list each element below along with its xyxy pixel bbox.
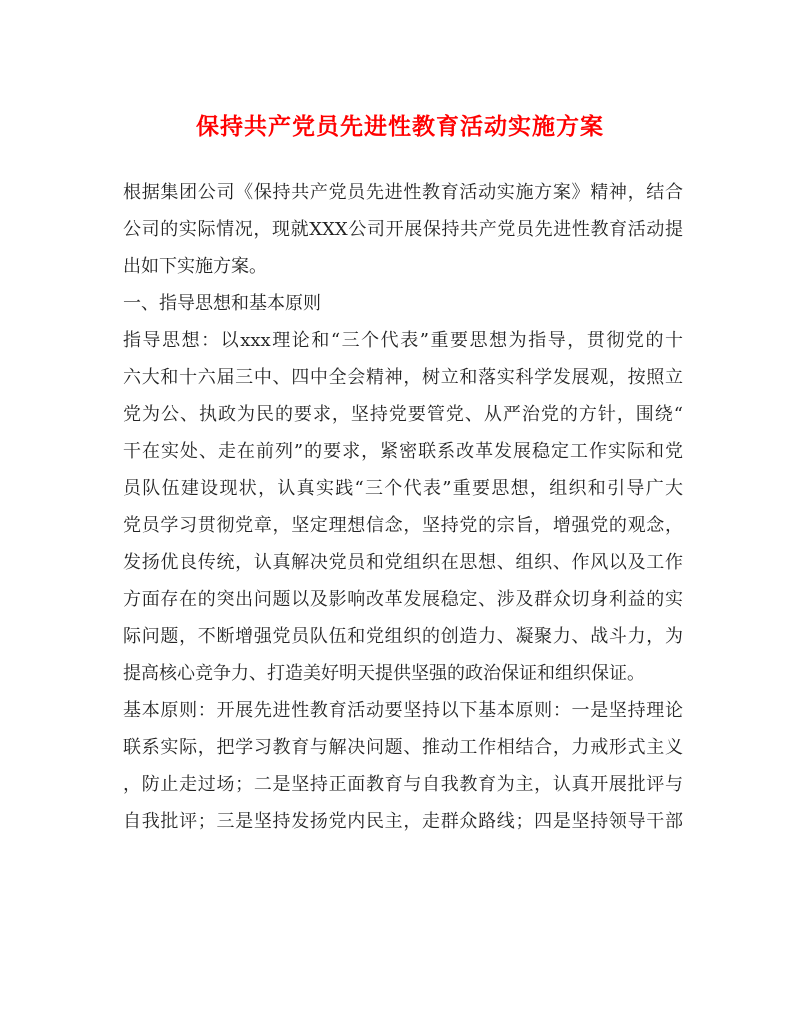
body-line: 联系实际，把学习教育与解决问题、推动工作相结合，力戒形式主义 [123,737,683,758]
body-line: ，防止走过场；二是坚持正面教育与自我教育为主，认真开展批评与 [123,774,683,795]
body-line: 提高核心竞争力、打造美好明天提供坚强的政治保证和组织保证。 [123,663,645,684]
body-line: 发扬优良传统，认真解决党员和党组织在思想、组织、作风以及工作 [123,552,683,573]
body-line: 员队伍建设现状，认真实践“三个代表”重要思想，组织和引导广大 [123,478,683,499]
document-title: 保持共产党员先进性教育活动实施方案 [196,113,604,140]
body-line: 根据集团公司《保持共产党员先进性教育活动实施方案》精神，结合 [123,182,683,203]
body-line: 公司的实际情况，现就XXX公司开展保持共产党员先进性教育活动提 [123,219,683,240]
body-line: 党为公、执政为民的要求，坚持党要管党、从严治党的方针，围绕“ [123,404,683,425]
body-line: 六大和十六届三中、四中全会精神，树立和落实科学发展观，按照立 [123,367,683,388]
body-line: 基本原则：开展先进性教育活动要坚持以下基本原则：一是坚持理论 [123,700,683,721]
document-body [123,174,683,840]
body-line: 际问题，不断增强党员队伍和党组织的创造力、凝聚力、战斗力，为 [123,626,683,647]
body-line: 一、指导思想和基本原则 [123,293,321,314]
body-line: 党员学习贯彻党章，坚定理想信念，坚持党的宗旨，增强党的观念， [123,515,683,536]
body-line: 指导思想：以xxx理论和“三个代表”重要思想为指导，贯彻党的十 [123,330,683,351]
body-line: 方面存在的突出问题以及影响改革发展稳定、涉及群众切身利益的实 [123,589,683,610]
body-line: 自我批评；三是坚持发扬党内民主，走群众路线；四是坚持领导干部 [123,811,683,832]
body-line: 干在实处、走在前列”的要求，紧密联系改革发展稳定工作实际和党 [123,441,683,462]
body-line: 出如下实施方案。 [123,256,267,277]
